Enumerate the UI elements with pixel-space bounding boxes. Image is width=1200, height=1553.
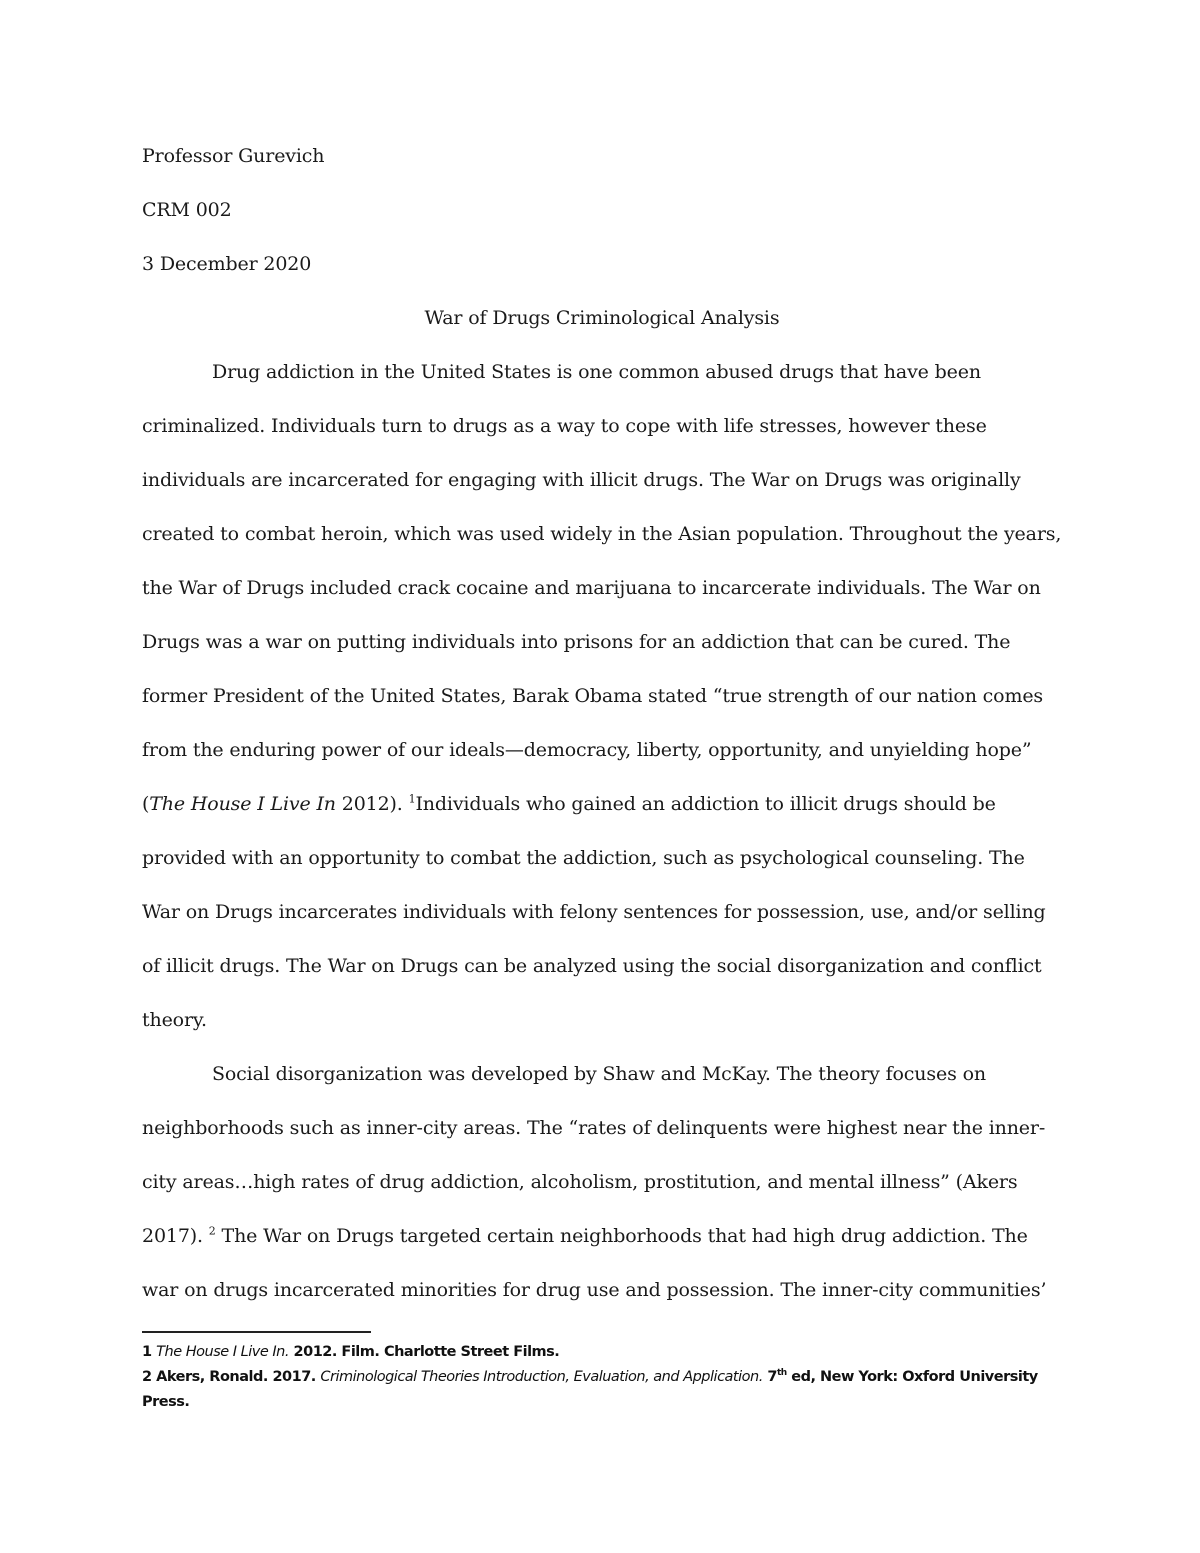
footnote-1-details: 2012. Film. Charlotte Street Films. <box>288 1344 560 1360</box>
film-title: The House I Live In <box>149 793 336 815</box>
footnote-reference-2: 2 <box>208 1224 216 1238</box>
footnote-2-publisher: ed, New York: Oxford University Press. <box>142 1369 1038 1410</box>
course-code: CRM 002 <box>142 199 232 221</box>
body-paragraph-2 <box>142 1047 1062 1317</box>
footnote-2 <box>142 1365 1062 1415</box>
footnote-2-edition: 7 <box>762 1369 777 1385</box>
footnote-separator <box>142 1331 371 1333</box>
footnote-2-number: 2 <box>142 1369 152 1385</box>
submission-date: 3 December 2020 <box>142 253 312 275</box>
paragraph-1-text-b: 2012). <box>335 793 409 815</box>
footnote-1 <box>142 1340 1062 1365</box>
paragraph-2-text-a: Social disorganization was developed by Shaw and McKay. The theory focuses on neighborhoods such as inner-city areas. The “rates of delinquents were highest near the inner-city areas…high rates of drug addiction, alcoholism, prostitution, and mental illness” (Akers 2017). <box>142 1063 1046 1247</box>
paper-title: War of Drugs Criminological Analysis <box>424 307 780 329</box>
footnote-2-author: Akers, Ronald. 2017. <box>156 1369 321 1385</box>
footnote-reference-1: 1 <box>408 792 416 806</box>
footnote-2-title: Criminological Theories Introduction, Evaluation, and Application. <box>320 1369 763 1385</box>
paragraph-1-text-a: Drug addiction in the United States is one common abused drugs that have been criminalized. Individuals turn to drugs as a way to cope with life stresses, however these individuals are incarcerated for engaging with illicit drugs. The War on Drugs was originally created to combat heroin, which was used widely in the Asian population. Throughout the years, the War of Drugs included crack cocaine and marijuana to incarcerate individuals. The War on Drugs was a war on putting individuals into prisons for an addiction that can be cured. The former President of the United States, Barak Obama stated “true strength of our nation comes from the enduring power of our ideals—democracy, liberty, opportunity, and unyielding hope” ( <box>142 361 1062 815</box>
footnote-2-edition-suffix: th <box>776 1368 787 1379</box>
paragraph-1-text-c: Individuals who gained an addiction to illicit drugs should be provided with an opportunity to combat the addiction, such as psychological counseling. The War on Drugs incarcerates individuals with felony sentences for possession, use, and/or selling of illicit drugs. The War on Drugs can be analyzed using the social disorganization and conflict theory. <box>142 793 1046 1031</box>
footnote-1-number: 1 <box>142 1344 152 1360</box>
heading-block <box>142 129 1062 1317</box>
body-paragraph-1 <box>142 345 1062 1047</box>
paragraph-2-text-b: The War on Drugs targeted certain neighborhoods that had high drug addiction. The war on drugs incarcerated minorities for drug use and possession. The inner-city communities’ <box>142 1225 1047 1301</box>
instructor-name: Professor Gurevich <box>142 145 325 167</box>
footnotes <box>142 1340 1062 1415</box>
footnote-1-title: The House I Live In. <box>156 1344 289 1360</box>
